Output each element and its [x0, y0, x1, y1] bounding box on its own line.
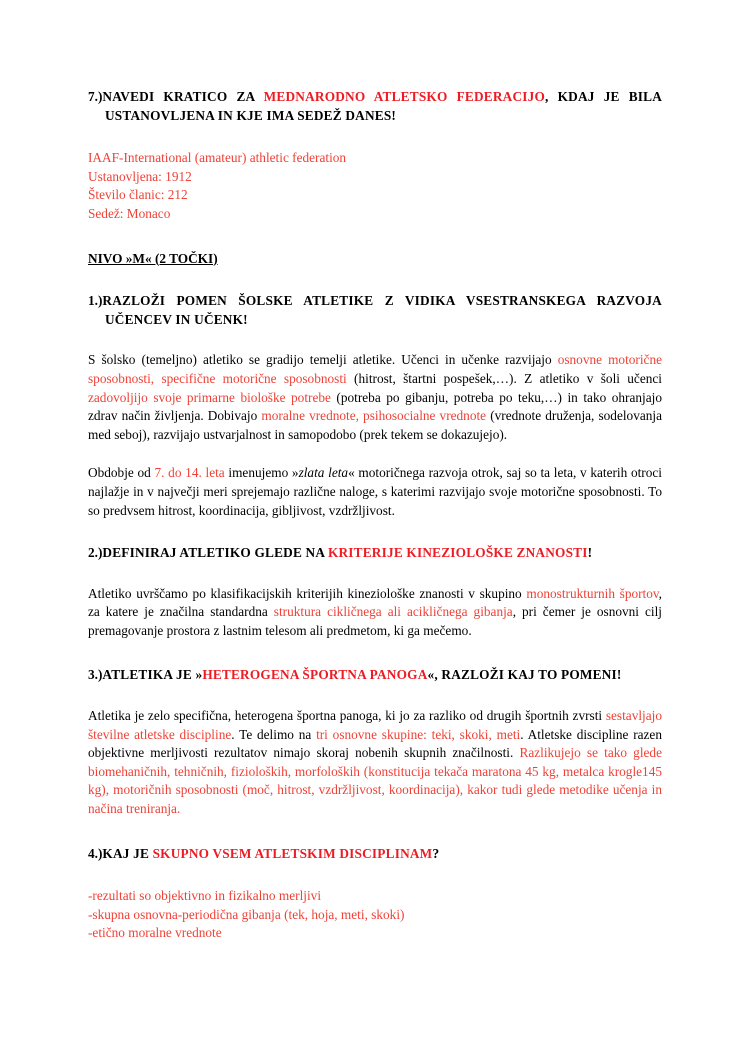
question-1-heading	[88, 292, 662, 329]
question-2-paragraph	[88, 585, 662, 641]
text-segment-italic: zlata leta	[298, 465, 349, 481]
text-segment: . Te delimo na	[231, 726, 317, 742]
question-3-number: 3.)	[88, 667, 103, 683]
spacer	[88, 863, 662, 887]
answer-line: Število članic: 212	[88, 187, 188, 203]
question-3-heading	[88, 666, 662, 685]
text-segment-highlight: zadovoljijo svoje primarne biološke potrebe	[88, 389, 331, 405]
text-segment-highlight: monostrukturnih športov	[526, 585, 659, 601]
spacer	[88, 268, 662, 292]
question-3-text-part1: ATLETIKA JE »	[102, 667, 203, 683]
question-1-text: RAZLOŽI POMEN ŠOLSKE ATLETIKE Z VIDIKA VSESTRANSKEGA RAZVOJA UČENCEV IN UČENK!	[102, 293, 662, 327]
spacer	[88, 819, 662, 845]
question-2-text-part2: !	[587, 545, 593, 561]
question-2-highlight: KRITERIJE KINEZIOLOŠKE ZNANOSTI	[327, 545, 588, 561]
text-segment: Atletika je zelo specifična, heterogena športna panoga, ki jo za razliko od drugih športnih zvrsti	[88, 708, 606, 724]
question-4-answer	[88, 887, 662, 943]
text-segment-highlight: struktura cikličnega ali acikličnega gibanja	[273, 604, 513, 620]
text-segment: Atletiko uvrščamo po klasifikacijskih kriterijih kineziološke znanosti v skupino	[88, 585, 527, 601]
text-segment-highlight: tri osnovne skupine: teki, skoki, meti	[316, 726, 521, 742]
question-1-number: 1.)	[88, 293, 103, 309]
spacer	[88, 520, 662, 544]
question-2-text-part1: DEFINIRAJ ATLETIKO GLEDE NA	[102, 545, 328, 561]
nivo-label: NIVO »M« (2 TOČKI)	[88, 250, 218, 266]
question-4-text-part1: KAJ JE	[102, 845, 153, 861]
question-7-text-part2: , KDAJ JE BILA USTANOVLJENA IN KJE IMA SEDEŽ DANES!	[105, 89, 663, 123]
spacer	[88, 224, 662, 250]
question-7-text-part1: NAVEDI KRATICO ZA	[102, 89, 264, 104]
question-7-heading	[88, 88, 662, 125]
text-segment-highlight: 7. do 14. leta	[154, 465, 225, 481]
text-segment: . Atletske discipline razen objektivne merljivosti rezultatov nimajo skoraj nobenih skupnih značilnosti.	[88, 726, 662, 761]
text-segment: , pri čemer je osnovni cilj premagovanje prostora z lastnim telesom ali predmetom, ki ga mečemo.	[88, 604, 662, 638]
question-4-heading	[88, 845, 662, 864]
question-1-paragraph-1	[88, 351, 662, 444]
question-7-highlight: MEDNARODNO ATLETSKO FEDERACIJO	[263, 89, 546, 104]
question-1-paragraph-2	[88, 464, 662, 520]
answer-line: Sedež: Monaco	[88, 205, 171, 221]
answer-line: -rezultati so objektivno in fizikalno merljivi	[88, 888, 322, 904]
text-segment-highlight: osnovne motorične sposobnosti, specifične motorične sposobnosti	[88, 352, 662, 386]
answer-line: -etično moralne vrednote	[88, 925, 222, 941]
answer-line: -skupna osnovna-periodična gibanja (tek, hoja, meti, skoki)	[88, 906, 405, 922]
question-3-highlight: HETEROGENA ŠPORTNA PANOGA	[202, 667, 428, 683]
spacer	[88, 125, 662, 149]
spacer	[88, 685, 662, 707]
text-segment-highlight: moralne vrednote, psihosocialne vrednote	[261, 408, 487, 424]
text-segment: S šolsko (temeljno) atletiko se gradijo temelji atletike. Učenci in učenke razvijajo	[88, 352, 558, 368]
text-segment-highlight: sestavljajo številne atletske discipline	[88, 708, 662, 742]
question-4-text-part2: ?	[432, 845, 440, 861]
text-segment: Obdobje od	[88, 465, 155, 481]
text-segment: , za katere je značilna standardna	[88, 585, 662, 620]
question-2-number: 2.)	[88, 545, 103, 561]
document-body	[88, 88, 662, 943]
text-segment-highlight: Razlikujejo se tako glede biomehaničnih, tehničnih, fizioloških, morfoloških (konstitucija tekača maratona 45 kg, metalca krogle145 kg), motoričnih sposobnosti (moč, hitrost, vzdržljivost, koordinacija), kakor tudi glede metodike učenja in načina treniranja.	[88, 745, 662, 817]
question-4-highlight: SKUPNO VSEM ATLETSKIM DISCIPLINAM	[152, 845, 433, 861]
question-2-heading	[88, 544, 662, 563]
question-3-text-part2: «, RAZLOŽI KAJ TO POMENI!	[427, 667, 622, 683]
spacer	[88, 444, 662, 464]
text-segment: « motoričnega razvoja otrok, saj so ta leta, v katerih otroci najlažje in v največji meri sprejemajo različne naloge, s katerimi razvijajo svoje motorične sposobnosti. To so predvsem hitrost, koordinacija, gibljivost, vzdržljivost.	[88, 465, 662, 518]
question-4-number: 4.)	[88, 845, 103, 861]
answer-line: Ustanovljena: 1912	[88, 168, 192, 184]
nivo-label-wrap	[88, 250, 662, 269]
answer-line: IAAF-International (amateur) athletic federation	[88, 150, 347, 166]
question-7-answer	[88, 149, 662, 223]
text-segment: (potreba po gibanju, potreba po teku,…) in tako ohranjajo zdrav način življenja. Dobivajo	[88, 389, 662, 424]
question-3-paragraph	[88, 707, 662, 819]
text-segment: imenujemo »	[224, 465, 299, 481]
question-7-number: 7.)	[88, 89, 103, 104]
text-segment: (hitrost, štartni pospešek,…). Z atletiko v šoli učenci	[346, 370, 662, 386]
spacer	[88, 329, 662, 351]
text-segment: (vrednote druženja, sodelovanja med seboj), razvijajo ustvarjalnost in samopodobo (prek tekem se dokazujejo).	[88, 408, 662, 442]
spacer	[88, 563, 662, 585]
spacer	[88, 640, 662, 666]
